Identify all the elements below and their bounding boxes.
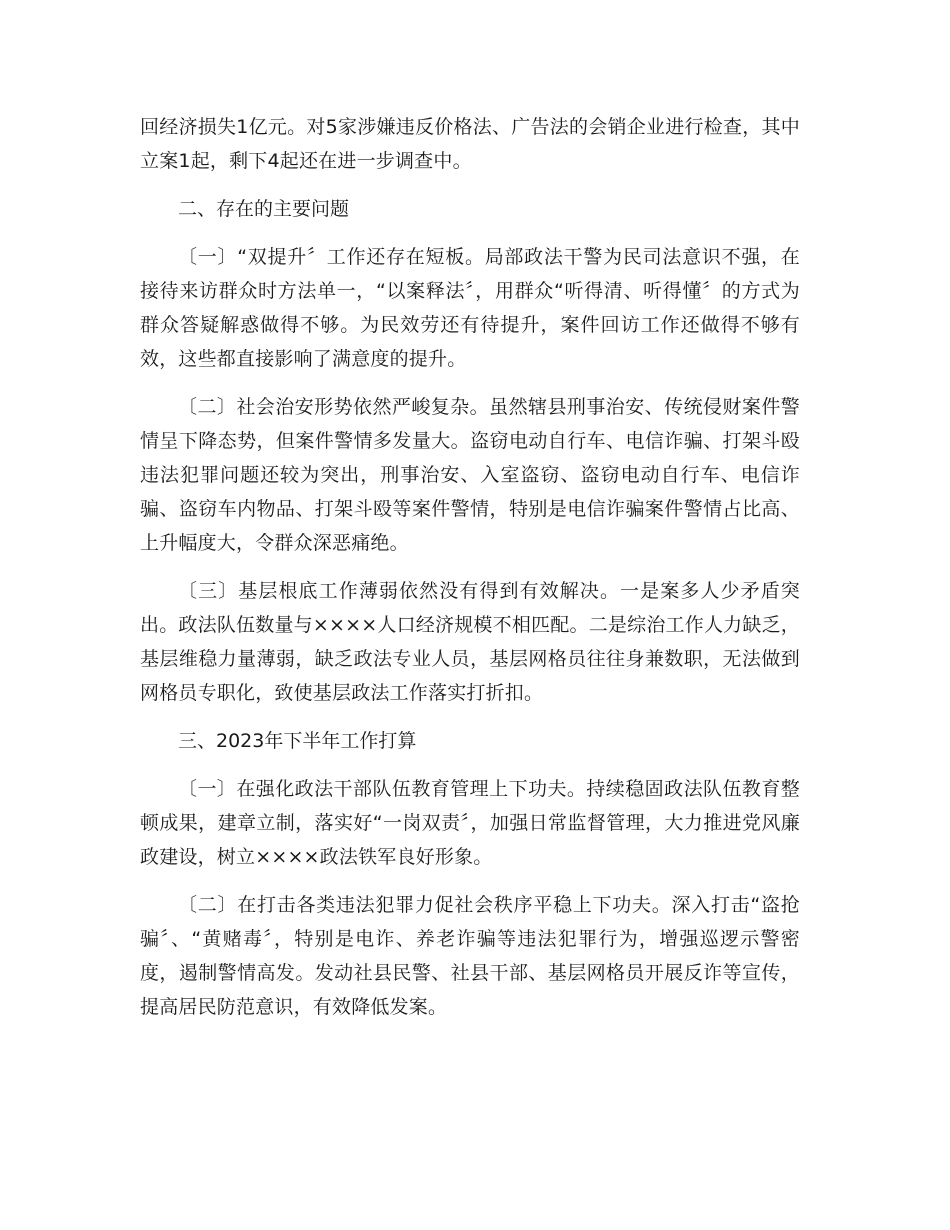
paragraph-plan-2: 〔二〕在打击各类违法犯罪力促社会秩序平稳上下功夫。深入打击“盗抢骗〞、“黄赌毒〞，特别是电诈、养老诈骗等违法犯罪行为，增强巡逻示警密度，遏制警情高发。发动社县民警、社县干部、基层网格员开展反诈等宣传，提高居民防范意识，有效降低发案。 bbox=[140, 894, 800, 1018]
paragraph-problem-2: 〔二〕社会治安形势依然严峻复杂。虽然辖县刑事治安、传统侵财案件警情呈下降态势，但案件警情多发量大。盗窃电动自行车、电信诈骗、打架斗殴违法犯罪问题还较为突出，刑事治安、入室盗窃、盗窃电动自行车、电信诈骗、盗窃车内物品、打架斗殴等案件警情，特别是电信诈骗案件警情占比高、上升幅度大，令群众深恶痛绝。 bbox=[140, 396, 800, 554]
document-body bbox=[140, 110, 800, 1038]
paragraph-problem-3: 〔三〕基层根底工作薄弱依然没有得到有效解决。一是案多人少矛盾突出。政法队伍数量与××××人口经济规模不相匹配。二是综治工作人力缺乏，基层维稳力量薄弱，缺乏政法专业人员，基层网格员往往身兼数职，无法做到网格员专职化，致使基层政法工作落实打折扣。 bbox=[140, 580, 800, 704]
paragraph-plan-1: 〔一〕在强化政法干部队伍教育管理上下功夫。持续稳固政法队伍教育整顿成果，建章立制，落实好“一岗双责〞，加强日常监督管理，大力推进党风廉政建设，树立××××政法铁军良好形象。 bbox=[140, 778, 800, 868]
section-heading-plans: 三、2023年下半年工作打算 bbox=[178, 730, 417, 752]
paragraph-continued: 回经济损失1亿元。对5家涉嫌违反价格法、广告法的会销企业进行检查，其中立案1起，剩下4起还在进一步调查中。 bbox=[140, 116, 800, 172]
section-heading-problems: 二、存在的主要问题 bbox=[178, 198, 350, 220]
paragraph-problem-1: 〔一〕“双提升〞工作还存在短板。局部政法干警为民司法意识不强，在接待来访群众时方法单一，“以案释法〞，用群众“听得清、听得懂〞的方式为群众答疑解惑做得不够。为民效劳还有待提升，案件回访工作还做得不够有效，这些都直接影响了满意度的提升。 bbox=[140, 246, 800, 370]
